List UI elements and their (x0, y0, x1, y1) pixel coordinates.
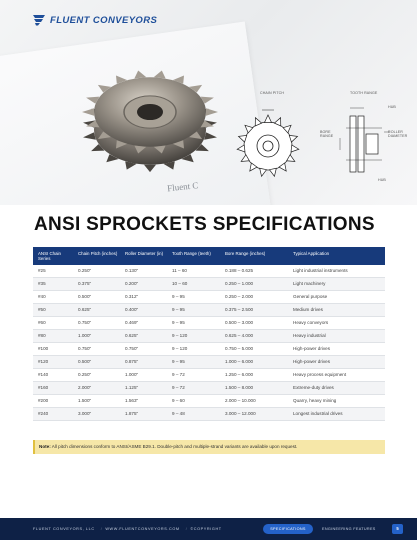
cell-tooth: 9 – 72 (167, 369, 220, 382)
cell-series: #120 (33, 356, 73, 369)
cell-pitch: 1.000" (73, 330, 120, 343)
footer-info (33, 518, 225, 540)
tab-engineering-features[interactable]: ENGINEERING FEATURES (322, 527, 376, 531)
brand-name: FLUENT CONVEYORS (50, 14, 158, 26)
cell-bore: 0.250 – 2.000 (220, 291, 288, 304)
cell-bore: 2.000 – 10.000 (220, 395, 288, 408)
cell-series: #160 (33, 382, 73, 395)
note-text: All pitch dimensions conform to ANSI/ASME B29.1. Double-pitch and multiple-strand variants are available upon request. (51, 444, 298, 449)
label-hub-bottom: HUB (378, 178, 386, 182)
label-chain-pitch: CHAIN PITCH (260, 91, 285, 95)
table-body (33, 265, 385, 421)
cell-series: #35 (33, 278, 73, 291)
cell-series: #25 (33, 265, 73, 278)
cell-application: Heavy process equipment (288, 369, 385, 382)
tab-specifications[interactable]: SPECIFICATIONS (263, 524, 313, 534)
cell-pitch: 0.250" (73, 369, 120, 382)
cell-roller: 1.875" (120, 408, 167, 421)
cell-pitch: 0.500" (73, 291, 120, 304)
cell-series: #200 (33, 395, 73, 408)
spec-table (33, 247, 385, 421)
cell-application: Quarry, heavy mining (288, 395, 385, 408)
footer-company: FLUENT CONVEYORS, LLC (33, 527, 95, 531)
cell-tooth: 10 – 60 (167, 278, 220, 291)
cell-application: High-power drives (288, 343, 385, 356)
cell-series: #80 (33, 330, 73, 343)
table-row (33, 356, 385, 369)
cell-application: Longest industrial drives (288, 408, 385, 421)
cell-tooth: 9 – 95 (167, 317, 220, 330)
cell-bore: 3.000 – 12.000 (220, 408, 288, 421)
table-row (33, 291, 385, 304)
table-row (33, 395, 385, 408)
label-roller-diameter: ROLLER DIAMETER (388, 130, 408, 138)
cell-roller: 1.125" (120, 382, 167, 395)
hero-image (0, 0, 417, 205)
table-row (33, 330, 385, 343)
cell-roller: 1.563" (120, 395, 167, 408)
paper-text: Fluent C (166, 180, 199, 194)
cell-tooth: 9 – 95 (167, 304, 220, 317)
cell-pitch: 0.500" (73, 356, 120, 369)
cell-pitch: 1.500" (73, 395, 120, 408)
footer-separator: / (100, 527, 103, 531)
cell-roller: 0.625" (120, 330, 167, 343)
table-row (33, 278, 385, 291)
note-box (33, 440, 385, 454)
cell-application: Medium drives (288, 304, 385, 317)
cell-bore: 0.375 – 2.500 (220, 304, 288, 317)
col-header-tooth: Tooth Range (teeth) (167, 247, 220, 265)
brand-logo[interactable] (32, 14, 157, 26)
label-hub: HUB (388, 105, 396, 109)
cell-application: High-power drives (288, 356, 385, 369)
cell-pitch: 2.000" (73, 382, 120, 395)
cell-bore: 0.750 – 5.000 (220, 343, 288, 356)
col-header-roller: Roller Diameter (in) (120, 247, 167, 265)
cell-bore: 0.625 – 4.000 (220, 330, 288, 343)
cell-application: Heavy industrial (288, 330, 385, 343)
col-header-pitch: Chain Pitch (inches) (73, 247, 120, 265)
cell-series: #240 (33, 408, 73, 421)
cell-application: Heavy conveyors (288, 317, 385, 330)
cell-roller: 0.200" (120, 278, 167, 291)
cell-bore: 0.250 – 1.000 (220, 278, 288, 291)
cell-bore: 1.250 – 6.000 (220, 369, 288, 382)
cell-roller: 0.875" (120, 356, 167, 369)
cell-roller: 1.000" (120, 369, 167, 382)
cell-pitch: 0.750" (73, 343, 120, 356)
cell-pitch: 0.625" (73, 304, 120, 317)
cell-series: #100 (33, 343, 73, 356)
cell-series: #40 (33, 291, 73, 304)
cell-bore: 0.500 – 3.000 (220, 317, 288, 330)
note-label: Note: (39, 444, 51, 449)
cell-roller: 0.400" (120, 304, 167, 317)
table-row (33, 382, 385, 395)
footer-bar (0, 518, 417, 540)
cell-roller: 0.312" (120, 291, 167, 304)
label-tooth-range: TOOTH RANGE (350, 91, 378, 95)
cell-tooth: 9 – 95 (167, 356, 220, 369)
col-header-bore: Bore Range (inches) (220, 247, 288, 265)
cell-series: #60 (33, 317, 73, 330)
cell-bore: 1.000 – 6.000 (220, 356, 288, 369)
cell-pitch: 0.250" (73, 265, 120, 278)
cell-roller: 0.750" (120, 343, 167, 356)
cell-application: Extreme-duty drives (288, 382, 385, 395)
page-number: 5 (392, 524, 403, 534)
table-row (33, 343, 385, 356)
cell-series: #50 (33, 304, 73, 317)
cell-roller: 0.469" (120, 317, 167, 330)
col-header-series: ANSI Chain Series (33, 247, 73, 265)
cell-roller: 0.130" (120, 265, 167, 278)
table-row (33, 304, 385, 317)
table-header-row (33, 247, 385, 265)
cell-tooth: 9 – 120 (167, 330, 220, 343)
footer-website[interactable]: WWW.FLUENTCONVEYORS.COM (105, 527, 180, 531)
table-row (33, 369, 385, 382)
cell-application: General purpose (288, 291, 385, 304)
footer-copyright: ©COPYRIGHT (190, 527, 222, 531)
cell-tooth: 9 – 48 (167, 408, 220, 421)
cell-application: Light machinery (288, 278, 385, 291)
cell-bore: 0.188 – 0.625 (220, 265, 288, 278)
page-title: ANSI SPROCKETS SPECIFICATIONS (34, 214, 375, 235)
logo-mark-icon (32, 14, 46, 26)
table-row (33, 317, 385, 330)
cell-application: Light industrial instruments (288, 265, 385, 278)
cell-tooth: 9 – 60 (167, 395, 220, 408)
cell-bore: 1.500 – 8.000 (220, 382, 288, 395)
cell-tooth: 11 – 60 (167, 265, 220, 278)
cell-tooth: 9 – 72 (167, 382, 220, 395)
table-row (33, 408, 385, 421)
sprocket-photo (72, 34, 242, 204)
table-row (33, 265, 385, 278)
cell-tooth: 9 – 95 (167, 291, 220, 304)
cell-tooth: 9 – 120 (167, 343, 220, 356)
footer-separator: / (185, 527, 188, 531)
cell-pitch: 3.000" (73, 408, 120, 421)
cell-series: #140 (33, 369, 73, 382)
cell-pitch: 0.375" (73, 278, 120, 291)
label-bore-range: BORE RANGE (320, 130, 334, 138)
cell-pitch: 0.750" (73, 317, 120, 330)
col-header-application: Typical Application (288, 247, 385, 265)
